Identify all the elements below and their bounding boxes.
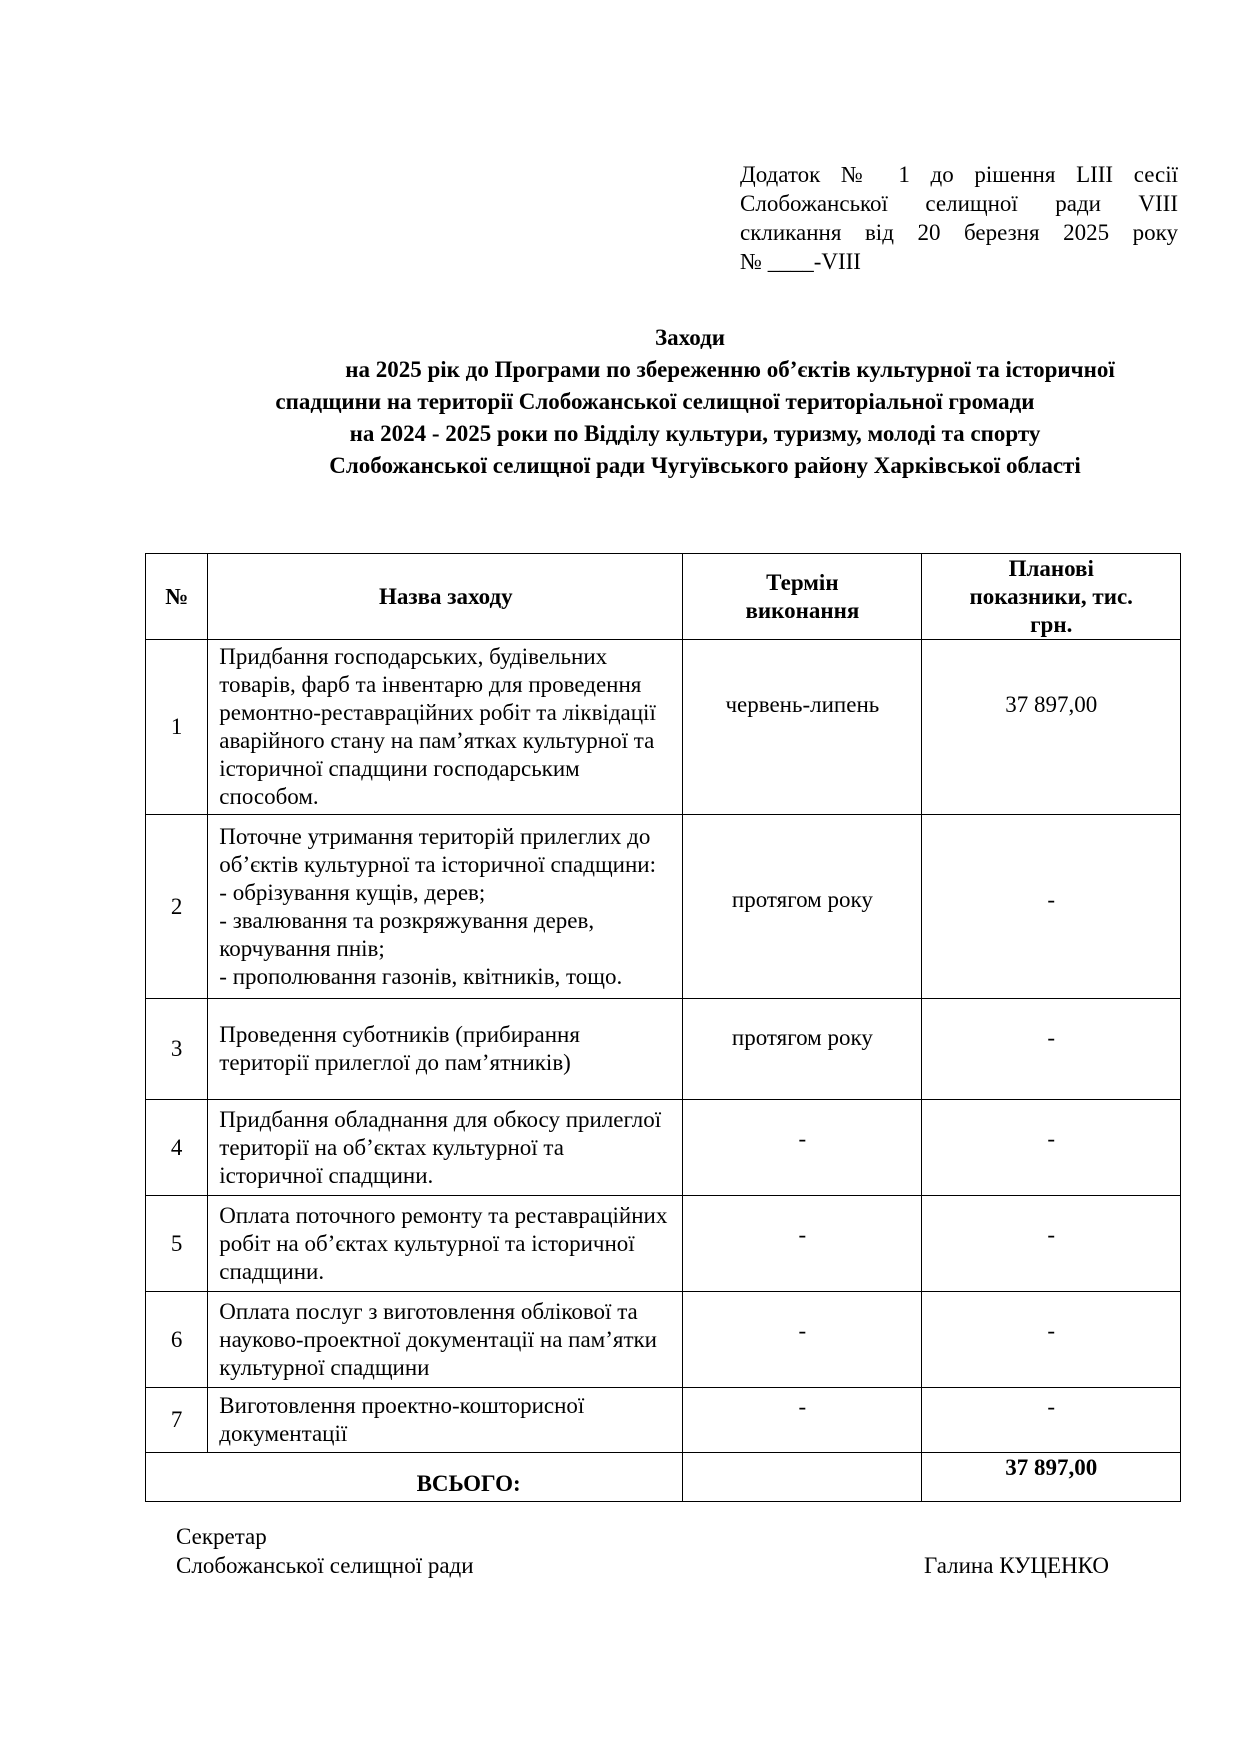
heading-line-1: на 2025 рік до Програми по збереженню об’єктів культурної та історичної <box>345 357 1115 382</box>
table-row <box>146 1388 1181 1453</box>
row-term: - <box>683 1196 922 1292</box>
row-plan: - <box>922 999 1181 1100</box>
row-name: Придбання обладнання для обкосу прилеглої території на об’єктах культурної та історичної спадщини. <box>208 1100 683 1196</box>
signature-org: Слобожанської селищної ради <box>176 1553 474 1578</box>
annex-line-4: № ____-VIII <box>740 249 861 274</box>
header-num: № <box>146 554 208 640</box>
heading-line-2: спадщини на території Слобожанської селищної територіальної громади <box>275 389 1035 414</box>
heading-line-3: на 2024 - 2025 роки по Відділу культури, туризму, молоді та спорту <box>349 421 1041 446</box>
row-term: - <box>683 1100 922 1196</box>
row-plan: 37 897,00 <box>922 640 1181 815</box>
row-term: протягом року <box>683 815 922 999</box>
row-num: 6 <box>146 1292 208 1388</box>
row-term: протягом року <box>683 999 922 1100</box>
row-name: Проведення суботників (прибирання території прилеглої до пам’ятників) <box>208 999 683 1100</box>
row-name: Оплата поточного ремонту та реставраційних робіт на об’єктах культурної та історичної спадщини. <box>208 1196 683 1292</box>
table-header-row <box>146 554 1181 640</box>
annex-line-3: скликання від 20 березня 2025 року <box>740 220 1178 245</box>
table-row <box>146 999 1181 1100</box>
row-name: Оплата послуг з виготовлення облікової та науково-проектної документації на пам’ятки культурної спадщини <box>208 1292 683 1388</box>
row-term: червень-липень <box>683 640 922 815</box>
table-row <box>146 1292 1181 1388</box>
row-num: 2 <box>146 815 208 999</box>
total-term <box>683 1453 922 1502</box>
signature-block <box>176 1522 1176 1580</box>
row-name: Придбання господарських, будівельних товарів, фарб та інвентарю для проведення ремонтно-реставраційних робіт та ліквідації аварійного стану на пам’ятках культурної та історичної спадщини господарським способом. <box>208 640 683 815</box>
header-plan: Планові показники, тис. грн. <box>922 554 1181 640</box>
row-term: - <box>683 1292 922 1388</box>
heading-title: Заходи <box>655 325 725 350</box>
signature-name: Галина КУЦЕНКО <box>924 1553 1109 1578</box>
table-row <box>146 815 1181 999</box>
row-plan: - <box>922 1196 1181 1292</box>
total-label: ВСЬОГО: <box>146 1453 683 1502</box>
table-body <box>146 640 1181 1453</box>
row-num: 4 <box>146 1100 208 1196</box>
annex-line-2: Слобожанської селищної ради VIII <box>740 191 1178 216</box>
heading-line-4: Слобожанської селищної ради Чугуївського району Харківської області <box>329 453 1081 478</box>
table-row <box>146 1196 1181 1292</box>
table-row <box>146 640 1181 815</box>
header-name: Назва заходу <box>208 554 683 640</box>
row-plan: - <box>922 815 1181 999</box>
row-num: 7 <box>146 1388 208 1453</box>
header-term: Термін виконання <box>683 554 922 640</box>
row-term: - <box>683 1388 922 1453</box>
row-name: Виготовлення проектно-кошторисної документації <box>208 1388 683 1453</box>
row-num: 1 <box>146 640 208 815</box>
measures-table <box>145 553 1181 1502</box>
annex-line-1: Додаток № 1 до рішення LIII сесії <box>740 162 1178 187</box>
row-plan: - <box>922 1388 1181 1453</box>
row-name: Поточне утримання територій прилеглих до об’єктів культурної та історичної спадщини: - обрізування кущів, дерев; - звалювання та розкряжування дерев, корчування пнів; - прополювання газонів, квітників, тощо. <box>208 815 683 999</box>
document-heading <box>130 322 1130 482</box>
total-row <box>146 1453 1181 1502</box>
total-plan: 37 897,00 <box>922 1453 1181 1502</box>
annex-reference <box>740 160 1178 276</box>
row-num: 3 <box>146 999 208 1100</box>
row-num: 5 <box>146 1196 208 1292</box>
signature-position: Секретар <box>176 1524 267 1549</box>
table-row <box>146 1100 1181 1196</box>
row-plan: - <box>922 1292 1181 1388</box>
row-plan: - <box>922 1100 1181 1196</box>
